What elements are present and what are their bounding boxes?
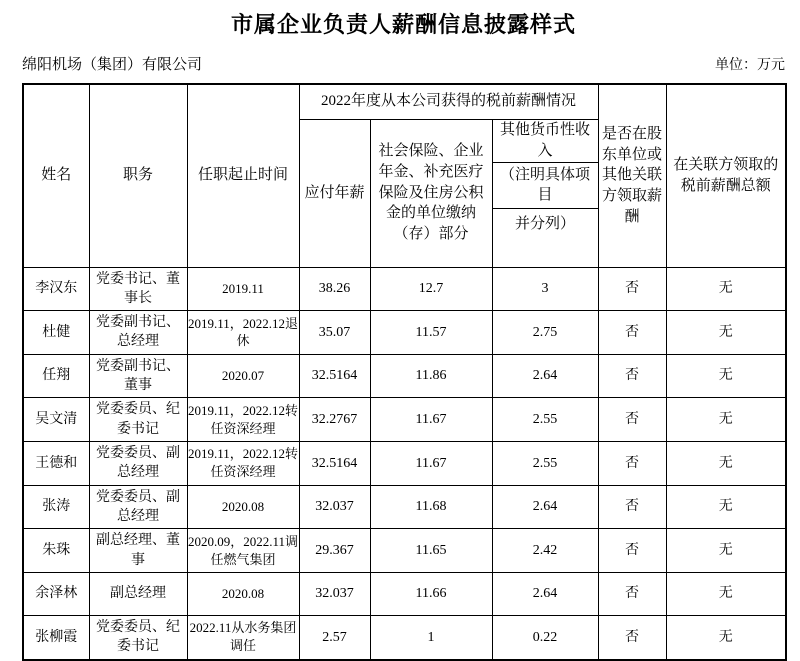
cell-term: 2020.07 [187, 354, 299, 398]
cell-annual-salary: 35.07 [299, 311, 370, 355]
other-income-title: 其他货币性收入 [493, 120, 598, 163]
salary-disclosure-table [22, 83, 787, 661]
other-income-note-2: 并分列） [515, 215, 576, 232]
cell-related-party: 否 [598, 572, 666, 615]
cell-social-insurance: 11.67 [370, 398, 492, 442]
header-row-group [23, 84, 786, 119]
company-name: 绵阳机场（集团）有限公司 [22, 57, 203, 73]
cell-annual-salary: 32.2767 [299, 398, 370, 442]
cell-related-total: 无 [666, 485, 786, 529]
unit-label: 单位：万元 [715, 58, 785, 73]
cell-related-party: 否 [598, 485, 666, 529]
cell-social-insurance: 11.66 [370, 572, 492, 615]
table-row [23, 529, 786, 573]
col-header-position: 职务 [89, 84, 187, 267]
cell-related-party: 否 [598, 615, 666, 659]
cell-other-income: 2.42 [492, 529, 598, 573]
col-header-term: 任职起止时间 [187, 84, 299, 267]
cell-related-total: 无 [666, 572, 786, 615]
cell-name: 余泽林 [23, 572, 89, 615]
table-row [23, 615, 786, 659]
cell-social-insurance: 12.7 [370, 267, 492, 311]
cell-social-insurance: 11.86 [370, 354, 492, 398]
cell-annual-salary: 32.5164 [299, 354, 370, 398]
cell-position: 党委委员、纪委书记 [89, 615, 187, 659]
col-header-name: 姓名 [23, 84, 89, 267]
cell-other-income: 2.64 [492, 572, 598, 615]
cell-other-income: 2.55 [492, 398, 598, 442]
cell-position: 党委委员、副总经理 [89, 442, 187, 486]
cell-position: 副总经理 [89, 572, 187, 615]
cell-social-insurance: 1 [370, 615, 492, 659]
cell-annual-salary: 32.037 [299, 572, 370, 615]
cell-annual-salary: 38.26 [299, 267, 370, 311]
col-header-social-insurance: 社会保险、企业年金、补充医疗保险及住房公积金的单位缴纳（存）部分 [370, 119, 492, 267]
cell-social-insurance: 11.57 [370, 311, 492, 355]
cell-name: 张柳霞 [23, 615, 89, 659]
document-page [0, 8, 800, 661]
cell-social-insurance: 11.67 [370, 442, 492, 486]
cell-term: 2020.08 [187, 572, 299, 615]
col-header-salary-group: 2022年度从本公司获得的税前薪酬情况 [299, 84, 598, 119]
other-income-note-1: （注明具体项目 [493, 163, 598, 209]
table-body [23, 267, 786, 660]
col-header-annual-salary: 应付年薪 [299, 119, 370, 267]
cell-position: 党委委员、纪委书记 [89, 398, 187, 442]
cell-related-total: 无 [666, 398, 786, 442]
table-row [23, 311, 786, 355]
cell-term: 2022.11从水务集团调任 [187, 615, 299, 659]
table-row [23, 354, 786, 398]
cell-name: 吴文清 [23, 398, 89, 442]
cell-annual-salary: 32.5164 [299, 442, 370, 486]
table-row [23, 267, 786, 311]
cell-related-party: 否 [598, 354, 666, 398]
cell-related-total: 无 [666, 615, 786, 659]
cell-other-income: 0.22 [492, 615, 598, 659]
cell-name: 朱珠 [23, 529, 89, 573]
cell-term: 2020.09，2022.11调任燃气集团 [187, 529, 299, 573]
table-header [23, 84, 786, 267]
cell-other-income: 2.64 [492, 485, 598, 529]
cell-related-party: 否 [598, 311, 666, 355]
cell-position: 党委副书记、董事 [89, 354, 187, 398]
cell-related-total: 无 [666, 529, 786, 573]
cell-name: 任翔 [23, 354, 89, 398]
col-header-other-income [492, 119, 598, 267]
cell-position: 党委委员、副总经理 [89, 485, 187, 529]
cell-name: 杜健 [23, 311, 89, 355]
table-row [23, 398, 786, 442]
cell-related-total: 无 [666, 267, 786, 311]
cell-other-income: 2.64 [492, 354, 598, 398]
cell-related-party: 否 [598, 529, 666, 573]
cell-annual-salary: 2.57 [299, 615, 370, 659]
cell-other-income: 3 [492, 267, 598, 311]
cell-term: 2019.11，2022.12退休 [187, 311, 299, 355]
page-title: 市属企业负责人薪酬信息披露样式 [230, 12, 576, 37]
cell-other-income: 2.55 [492, 442, 598, 486]
cell-other-income: 2.75 [492, 311, 598, 355]
cell-position: 党委书记、董事长 [89, 267, 187, 311]
cell-social-insurance: 11.68 [370, 485, 492, 529]
cell-social-insurance: 11.65 [370, 529, 492, 573]
table-row [23, 485, 786, 529]
cell-related-total: 无 [666, 354, 786, 398]
cell-term: 2019.11 [187, 267, 299, 311]
table-row [23, 572, 786, 615]
cell-related-party: 否 [598, 398, 666, 442]
cell-name: 张涛 [23, 485, 89, 529]
cell-annual-salary: 29.367 [299, 529, 370, 573]
cell-related-total: 无 [666, 442, 786, 486]
cell-term: 2019.11，2022.12转任资深经理 [187, 442, 299, 486]
cell-term: 2020.08 [187, 485, 299, 529]
cell-name: 王德和 [23, 442, 89, 486]
cell-annual-salary: 32.037 [299, 485, 370, 529]
col-header-related-total: 在关联方领取的税前薪酬总额 [666, 84, 786, 267]
col-header-related-question: 是否在股东单位或其他关联方领取薪酬 [598, 84, 666, 267]
table-row [23, 442, 786, 486]
cell-related-party: 否 [598, 267, 666, 311]
meta-row [22, 53, 785, 74]
cell-term: 2019.11，2022.12转任资深经理 [187, 398, 299, 442]
cell-related-party: 否 [598, 442, 666, 486]
cell-position: 党委副书记、总经理 [89, 311, 187, 355]
cell-related-total: 无 [666, 311, 786, 355]
cell-position: 副总经理、董事 [89, 529, 187, 573]
cell-name: 李汉东 [23, 267, 89, 311]
